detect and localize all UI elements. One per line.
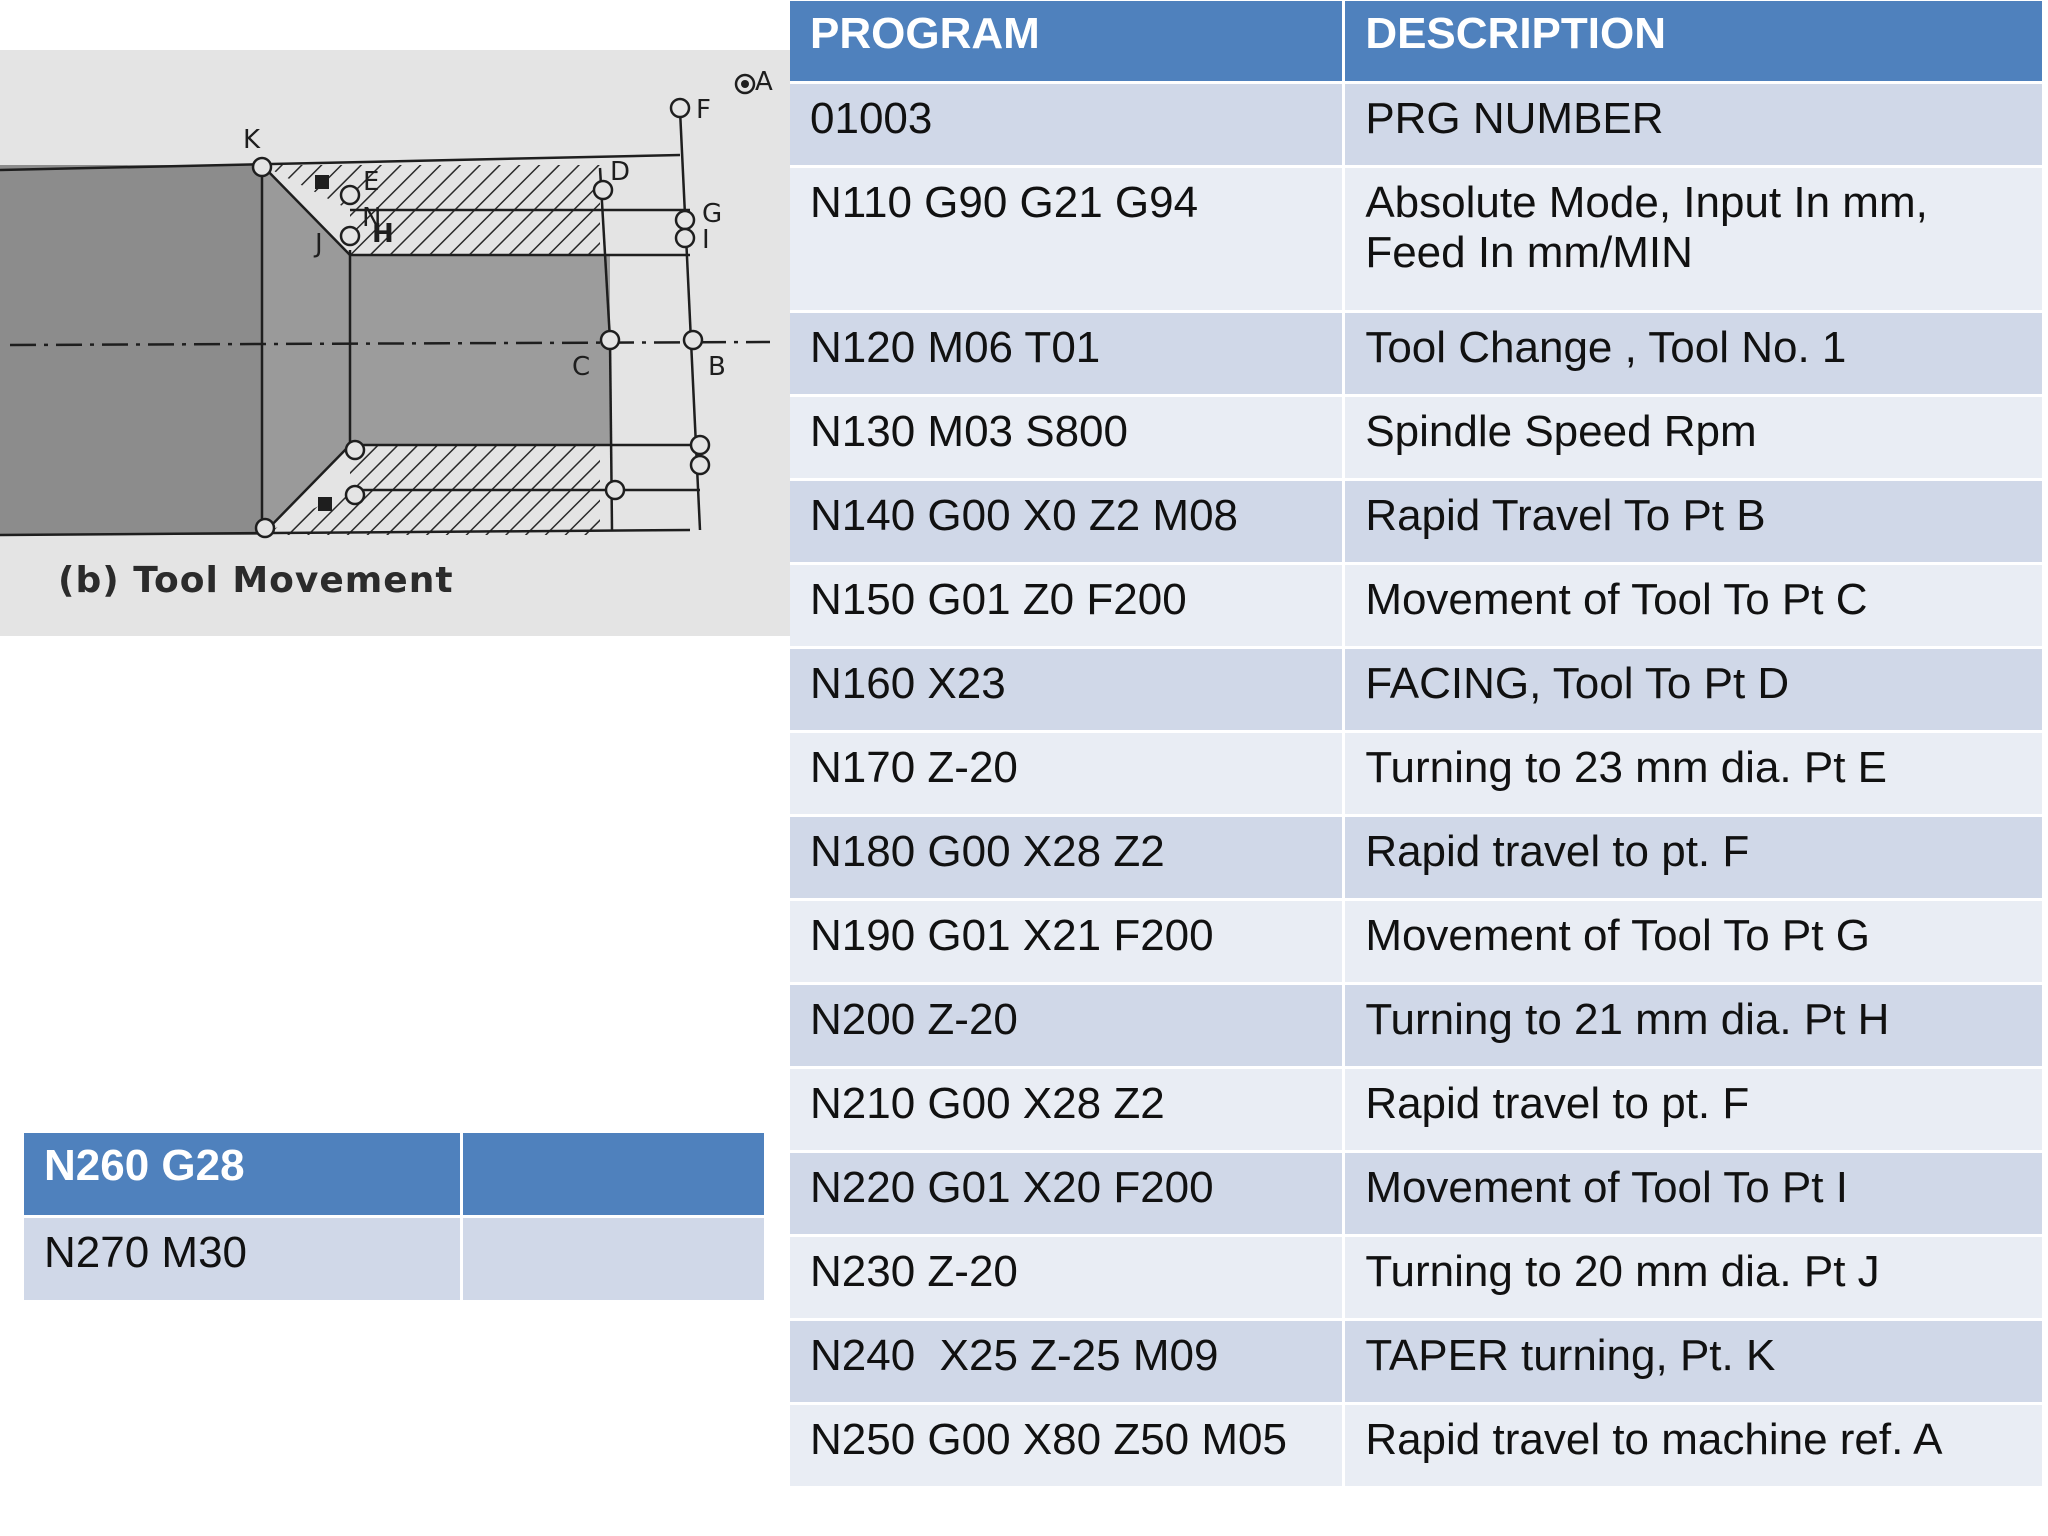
label-c: C (572, 352, 591, 382)
table-row (790, 985, 2042, 1066)
description-cell: Tool Change , Tool No. 1 (1345, 313, 2042, 394)
header-program: PROGRAM (790, 1, 1342, 81)
workpiece-core (350, 255, 610, 445)
program-table (787, 0, 2045, 1489)
label-g: G (702, 199, 723, 229)
description-cell (463, 1218, 764, 1300)
label-e: E (363, 167, 380, 197)
label-k: K (243, 125, 261, 155)
label-h: H (372, 219, 394, 249)
description-cell: Rapid Travel To Pt B (1345, 481, 2042, 562)
program-cell: N240 X25 Z-25 M09 (790, 1321, 1342, 1402)
program-cell: N120 M06 T01 (790, 313, 1342, 394)
program-cell: N270 M30 (24, 1218, 460, 1300)
hatch-bottom-inner (350, 445, 600, 490)
table-row (790, 84, 2042, 165)
program-cell: N210 G00 X28 Z2 (790, 1069, 1342, 1150)
workpiece-body (0, 165, 262, 535)
table-row (790, 817, 2042, 898)
table-row (790, 1069, 2042, 1150)
hatch-bottom (262, 490, 600, 535)
program-cell: N160 X23 (790, 649, 1342, 730)
header-description (463, 1133, 764, 1215)
label-d: D (610, 157, 631, 187)
label-b: B (708, 352, 726, 382)
description-cell: Rapid travel to pt. F (1345, 817, 2042, 898)
table-row (790, 565, 2042, 646)
description-cell: Turning to 21 mm dia. Pt H (1345, 985, 2042, 1066)
description-cell: Movement of Tool To Pt G (1345, 901, 2042, 982)
table-row (790, 1405, 2042, 1486)
table-row (790, 481, 2042, 562)
program-cell: N200 Z-20 (790, 985, 1342, 1066)
table-row (790, 168, 2042, 310)
description-cell: Turning to 20 mm dia. Pt J (1345, 1237, 2042, 1318)
description-cell: PRG NUMBER (1345, 84, 2042, 165)
tool-movement-diagram (0, 50, 790, 636)
table-row (790, 649, 2042, 730)
label-n: N (362, 203, 382, 233)
description-cell: Absolute Mode, Input In mm, Feed In mm/MIN (1345, 168, 2042, 310)
table-row (790, 1237, 2042, 1318)
label-a: A (755, 67, 773, 97)
program-table-header (790, 1, 2042, 81)
table-row (790, 397, 2042, 478)
tool-movement-figure (0, 50, 790, 636)
description-cell: TAPER turning, Pt. K (1345, 1321, 2042, 1402)
description-cell: Turning to 23 mm dia. Pt E (1345, 733, 2042, 814)
description-cell: Rapid travel to pt. F (1345, 1069, 2042, 1150)
program-cell: N170 Z-20 (790, 733, 1342, 814)
header-program: N260 G28 (24, 1133, 460, 1215)
table-row (790, 1321, 2042, 1402)
program-cell: 01003 (790, 84, 1342, 165)
program-cell: N230 Z-20 (790, 1237, 1342, 1318)
program-cell: N180 G00 X28 Z2 (790, 817, 1342, 898)
table-row (790, 1153, 2042, 1234)
program-cell: N130 M03 S800 (790, 397, 1342, 478)
table-row (790, 313, 2042, 394)
label-j: J (315, 229, 323, 259)
description-cell: Spindle Speed Rpm (1345, 397, 2042, 478)
description-cell: Rapid travel to machine ref. A (1345, 1405, 2042, 1486)
description-cell: Movement of Tool To Pt C (1345, 565, 2042, 646)
program-cell: N190 G01 X21 F200 (790, 901, 1342, 982)
table-row (790, 733, 2042, 814)
continuation-table-header (24, 1133, 764, 1215)
table-row (790, 901, 2042, 982)
label-i: I (702, 225, 710, 255)
description-cell: Movement of Tool To Pt I (1345, 1153, 2042, 1234)
program-cell: N110 G90 G21 G94 (790, 168, 1342, 310)
program-cell: N140 G00 X0 Z2 M08 (790, 481, 1342, 562)
description-cell: FACING, Tool To Pt D (1345, 649, 2042, 730)
figure-caption: (b) Tool Movement (58, 560, 454, 601)
program-cell: N220 G01 X20 F200 (790, 1153, 1342, 1234)
program-cell: N150 G01 Z0 F200 (790, 565, 1342, 646)
workpiece-taper (262, 165, 350, 535)
program-cell: N250 G00 X80 Z50 M05 (790, 1405, 1342, 1486)
continuation-table (21, 1130, 767, 1303)
label-f: F (696, 95, 711, 125)
header-description: DESCRIPTION (1345, 1, 2042, 81)
hatch-top (262, 165, 600, 210)
table-row (24, 1218, 764, 1300)
